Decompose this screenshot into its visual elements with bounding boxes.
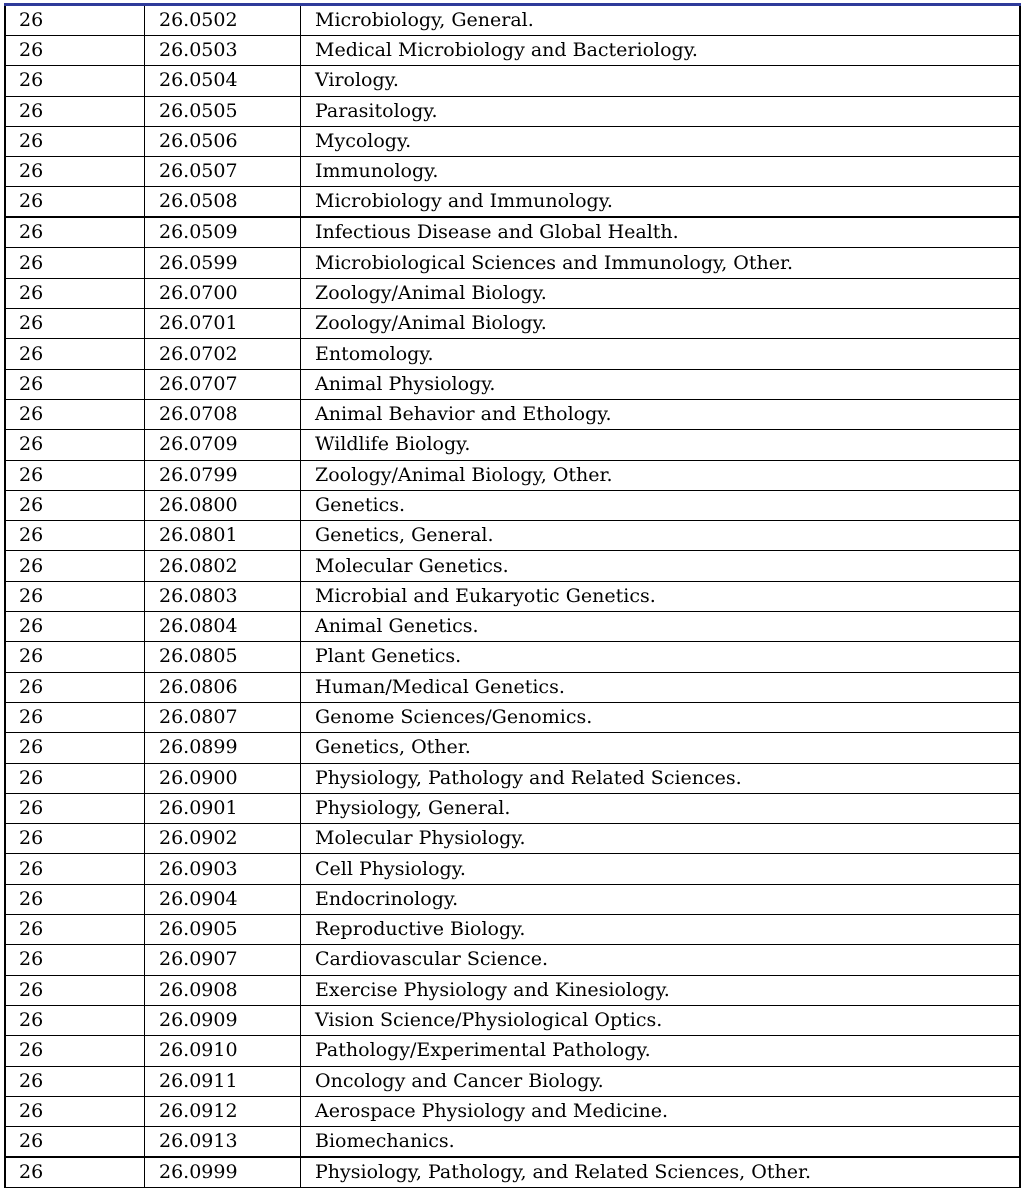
program-title-cell: Wildlife Biology.: [301, 430, 1021, 460]
table-row: [5, 612, 1020, 642]
program-title-cell: Physiology, General.: [301, 793, 1021, 823]
program-title-cell: Mycology.: [301, 126, 1021, 156]
table-row: [5, 157, 1020, 187]
cip-code-cell: 26.0912: [145, 1096, 301, 1126]
family-cell: 26: [5, 369, 145, 399]
table-row: [5, 763, 1020, 793]
program-title-cell: Reproductive Biology.: [301, 915, 1021, 945]
program-title-cell: Biomechanics.: [301, 1127, 1021, 1158]
table-row: [5, 126, 1020, 156]
table-row: [5, 66, 1020, 96]
cip-code-cell: 26.0904: [145, 884, 301, 914]
table-row: [5, 217, 1020, 248]
family-cell: 26: [5, 399, 145, 429]
cip-code-cell: 26.0900: [145, 763, 301, 793]
table-row: [5, 915, 1020, 945]
program-title-cell: Genetics, Other.: [301, 733, 1021, 763]
program-title-cell: Cell Physiology.: [301, 854, 1021, 884]
cip-code-cell: 26.0807: [145, 702, 301, 732]
program-title-cell: Entomology.: [301, 339, 1021, 369]
program-title-cell: Genetics, General.: [301, 521, 1021, 551]
family-cell: 26: [5, 36, 145, 66]
family-cell: 26: [5, 824, 145, 854]
cip-code-cell: 26.0507: [145, 157, 301, 187]
cip-code-cell: 26.0902: [145, 824, 301, 854]
program-title-cell: Animal Physiology.: [301, 369, 1021, 399]
program-title-cell: Exercise Physiology and Kinesiology.: [301, 975, 1021, 1005]
cip-code-cell: 26.0506: [145, 126, 301, 156]
table-row: [5, 702, 1020, 732]
family-cell: 26: [5, 733, 145, 763]
cip-code-cell: 26.0999: [145, 1157, 301, 1188]
table-row: [5, 430, 1020, 460]
cip-code-cell: 26.0905: [145, 915, 301, 945]
family-cell: 26: [5, 490, 145, 520]
cip-code-table: [4, 3, 1021, 1188]
cip-code-cell: 26.0707: [145, 369, 301, 399]
table-row: [5, 460, 1020, 490]
program-title-cell: Human/Medical Genetics.: [301, 672, 1021, 702]
table-row: [5, 369, 1020, 399]
program-title-cell: Medical Microbiology and Bacteriology.: [301, 36, 1021, 66]
table-row: [5, 824, 1020, 854]
table-row: [5, 490, 1020, 520]
cip-code-cell: 26.0800: [145, 490, 301, 520]
program-title-cell: Vision Science/Physiological Optics.: [301, 1005, 1021, 1035]
family-cell: 26: [5, 309, 145, 339]
cip-code-cell: 26.0910: [145, 1036, 301, 1066]
cip-code-cell: 26.0805: [145, 642, 301, 672]
cip-code-cell: 26.0599: [145, 248, 301, 278]
family-cell: 26: [5, 551, 145, 581]
table-row: [5, 975, 1020, 1005]
cip-code-cell: 26.0804: [145, 612, 301, 642]
family-cell: 26: [5, 1096, 145, 1126]
family-cell: 26: [5, 1036, 145, 1066]
cip-code-cell: 26.0702: [145, 339, 301, 369]
program-title-cell: Aerospace Physiology and Medicine.: [301, 1096, 1021, 1126]
cip-code-cell: 26.0505: [145, 96, 301, 126]
program-title-cell: Virology.: [301, 66, 1021, 96]
family-cell: 26: [5, 187, 145, 218]
table-row: [5, 1157, 1020, 1188]
table-row: [5, 854, 1020, 884]
program-title-cell: Microbial and Eukaryotic Genetics.: [301, 581, 1021, 611]
program-title-cell: Oncology and Cancer Biology.: [301, 1066, 1021, 1096]
family-cell: 26: [5, 521, 145, 551]
program-title-cell: Zoology/Animal Biology.: [301, 309, 1021, 339]
family-cell: 26: [5, 430, 145, 460]
family-cell: 26: [5, 945, 145, 975]
cip-code-cell: 26.0909: [145, 1005, 301, 1035]
cip-code-cell: 26.0908: [145, 975, 301, 1005]
family-cell: 26: [5, 763, 145, 793]
table-row: [5, 187, 1020, 218]
cip-code-cell: 26.0502: [145, 5, 301, 36]
family-cell: 26: [5, 1066, 145, 1096]
family-cell: 26: [5, 854, 145, 884]
table-row: [5, 399, 1020, 429]
cip-code-cell: 26.0700: [145, 278, 301, 308]
cip-code-cell: 26.0911: [145, 1066, 301, 1096]
program-title-cell: Parasitology.: [301, 96, 1021, 126]
program-title-cell: Infectious Disease and Global Health.: [301, 217, 1021, 248]
family-cell: 26: [5, 672, 145, 702]
program-title-cell: Molecular Genetics.: [301, 551, 1021, 581]
family-cell: 26: [5, 702, 145, 732]
program-title-cell: Microbiology, General.: [301, 5, 1021, 36]
cip-code-cell: 26.0903: [145, 854, 301, 884]
family-cell: 26: [5, 66, 145, 96]
program-title-cell: Animal Behavior and Ethology.: [301, 399, 1021, 429]
program-title-cell: Molecular Physiology.: [301, 824, 1021, 854]
program-title-cell: Microbiology and Immunology.: [301, 187, 1021, 218]
table-row: [5, 672, 1020, 702]
table-row: [5, 551, 1020, 581]
family-cell: 26: [5, 793, 145, 823]
program-title-cell: Pathology/Experimental Pathology.: [301, 1036, 1021, 1066]
table-row: [5, 36, 1020, 66]
table-row: [5, 1005, 1020, 1035]
family-cell: 26: [5, 460, 145, 490]
family-cell: 26: [5, 884, 145, 914]
program-title-cell: Microbiological Sciences and Immunology, Other.: [301, 248, 1021, 278]
table-row: [5, 1066, 1020, 1096]
family-cell: 26: [5, 1127, 145, 1158]
table-row: [5, 521, 1020, 551]
cip-code-cell: 26.0901: [145, 793, 301, 823]
family-cell: 26: [5, 1157, 145, 1188]
table-row: [5, 1096, 1020, 1126]
program-title-cell: Zoology/Animal Biology, Other.: [301, 460, 1021, 490]
family-cell: 26: [5, 642, 145, 672]
family-cell: 26: [5, 157, 145, 187]
program-title-cell: Animal Genetics.: [301, 612, 1021, 642]
family-cell: 26: [5, 5, 145, 36]
table-row: [5, 309, 1020, 339]
program-title-cell: Genetics.: [301, 490, 1021, 520]
cip-code-cell: 26.0899: [145, 733, 301, 763]
family-cell: 26: [5, 612, 145, 642]
family-cell: 26: [5, 581, 145, 611]
family-cell: 26: [5, 975, 145, 1005]
family-cell: 26: [5, 339, 145, 369]
cip-code-cell: 26.0801: [145, 521, 301, 551]
family-cell: 26: [5, 126, 145, 156]
cip-code-cell: 26.0709: [145, 430, 301, 460]
cip-table-body: [5, 5, 1020, 1188]
cip-code-cell: 26.0503: [145, 36, 301, 66]
table-row: [5, 581, 1020, 611]
cip-code-cell: 26.0508: [145, 187, 301, 218]
table-row: [5, 5, 1020, 36]
table-row: [5, 278, 1020, 308]
cip-code-cell: 26.0913: [145, 1127, 301, 1158]
family-cell: 26: [5, 217, 145, 248]
table-row: [5, 248, 1020, 278]
table-row: [5, 793, 1020, 823]
cip-code-cell: 26.0504: [145, 66, 301, 96]
cip-code-cell: 26.0701: [145, 309, 301, 339]
program-title-cell: Physiology, Pathology and Related Sciences.: [301, 763, 1021, 793]
table-row: [5, 642, 1020, 672]
cip-code-cell: 26.0799: [145, 460, 301, 490]
program-title-cell: Cardiovascular Science.: [301, 945, 1021, 975]
family-cell: 26: [5, 915, 145, 945]
cip-code-cell: 26.0803: [145, 581, 301, 611]
cip-code-cell: 26.0806: [145, 672, 301, 702]
cip-code-cell: 26.0708: [145, 399, 301, 429]
program-title-cell: Immunology.: [301, 157, 1021, 187]
family-cell: 26: [5, 278, 145, 308]
table-row: [5, 1127, 1020, 1158]
family-cell: 26: [5, 96, 145, 126]
cip-code-cell: 26.0907: [145, 945, 301, 975]
program-title-cell: Endocrinology.: [301, 884, 1021, 914]
program-title-cell: Genome Sciences/Genomics.: [301, 702, 1021, 732]
table-row: [5, 1036, 1020, 1066]
family-cell: 26: [5, 1005, 145, 1035]
program-title-cell: Zoology/Animal Biology.: [301, 278, 1021, 308]
family-cell: 26: [5, 248, 145, 278]
table-row: [5, 945, 1020, 975]
cip-code-cell: 26.0509: [145, 217, 301, 248]
program-title-cell: Plant Genetics.: [301, 642, 1021, 672]
program-title-cell: Physiology, Pathology, and Related Sciences, Other.: [301, 1157, 1021, 1188]
cip-code-cell: 26.0802: [145, 551, 301, 581]
table-row: [5, 339, 1020, 369]
table-row: [5, 96, 1020, 126]
table-row: [5, 733, 1020, 763]
table-row: [5, 884, 1020, 914]
cip-code-table-container: [4, 3, 1021, 1188]
